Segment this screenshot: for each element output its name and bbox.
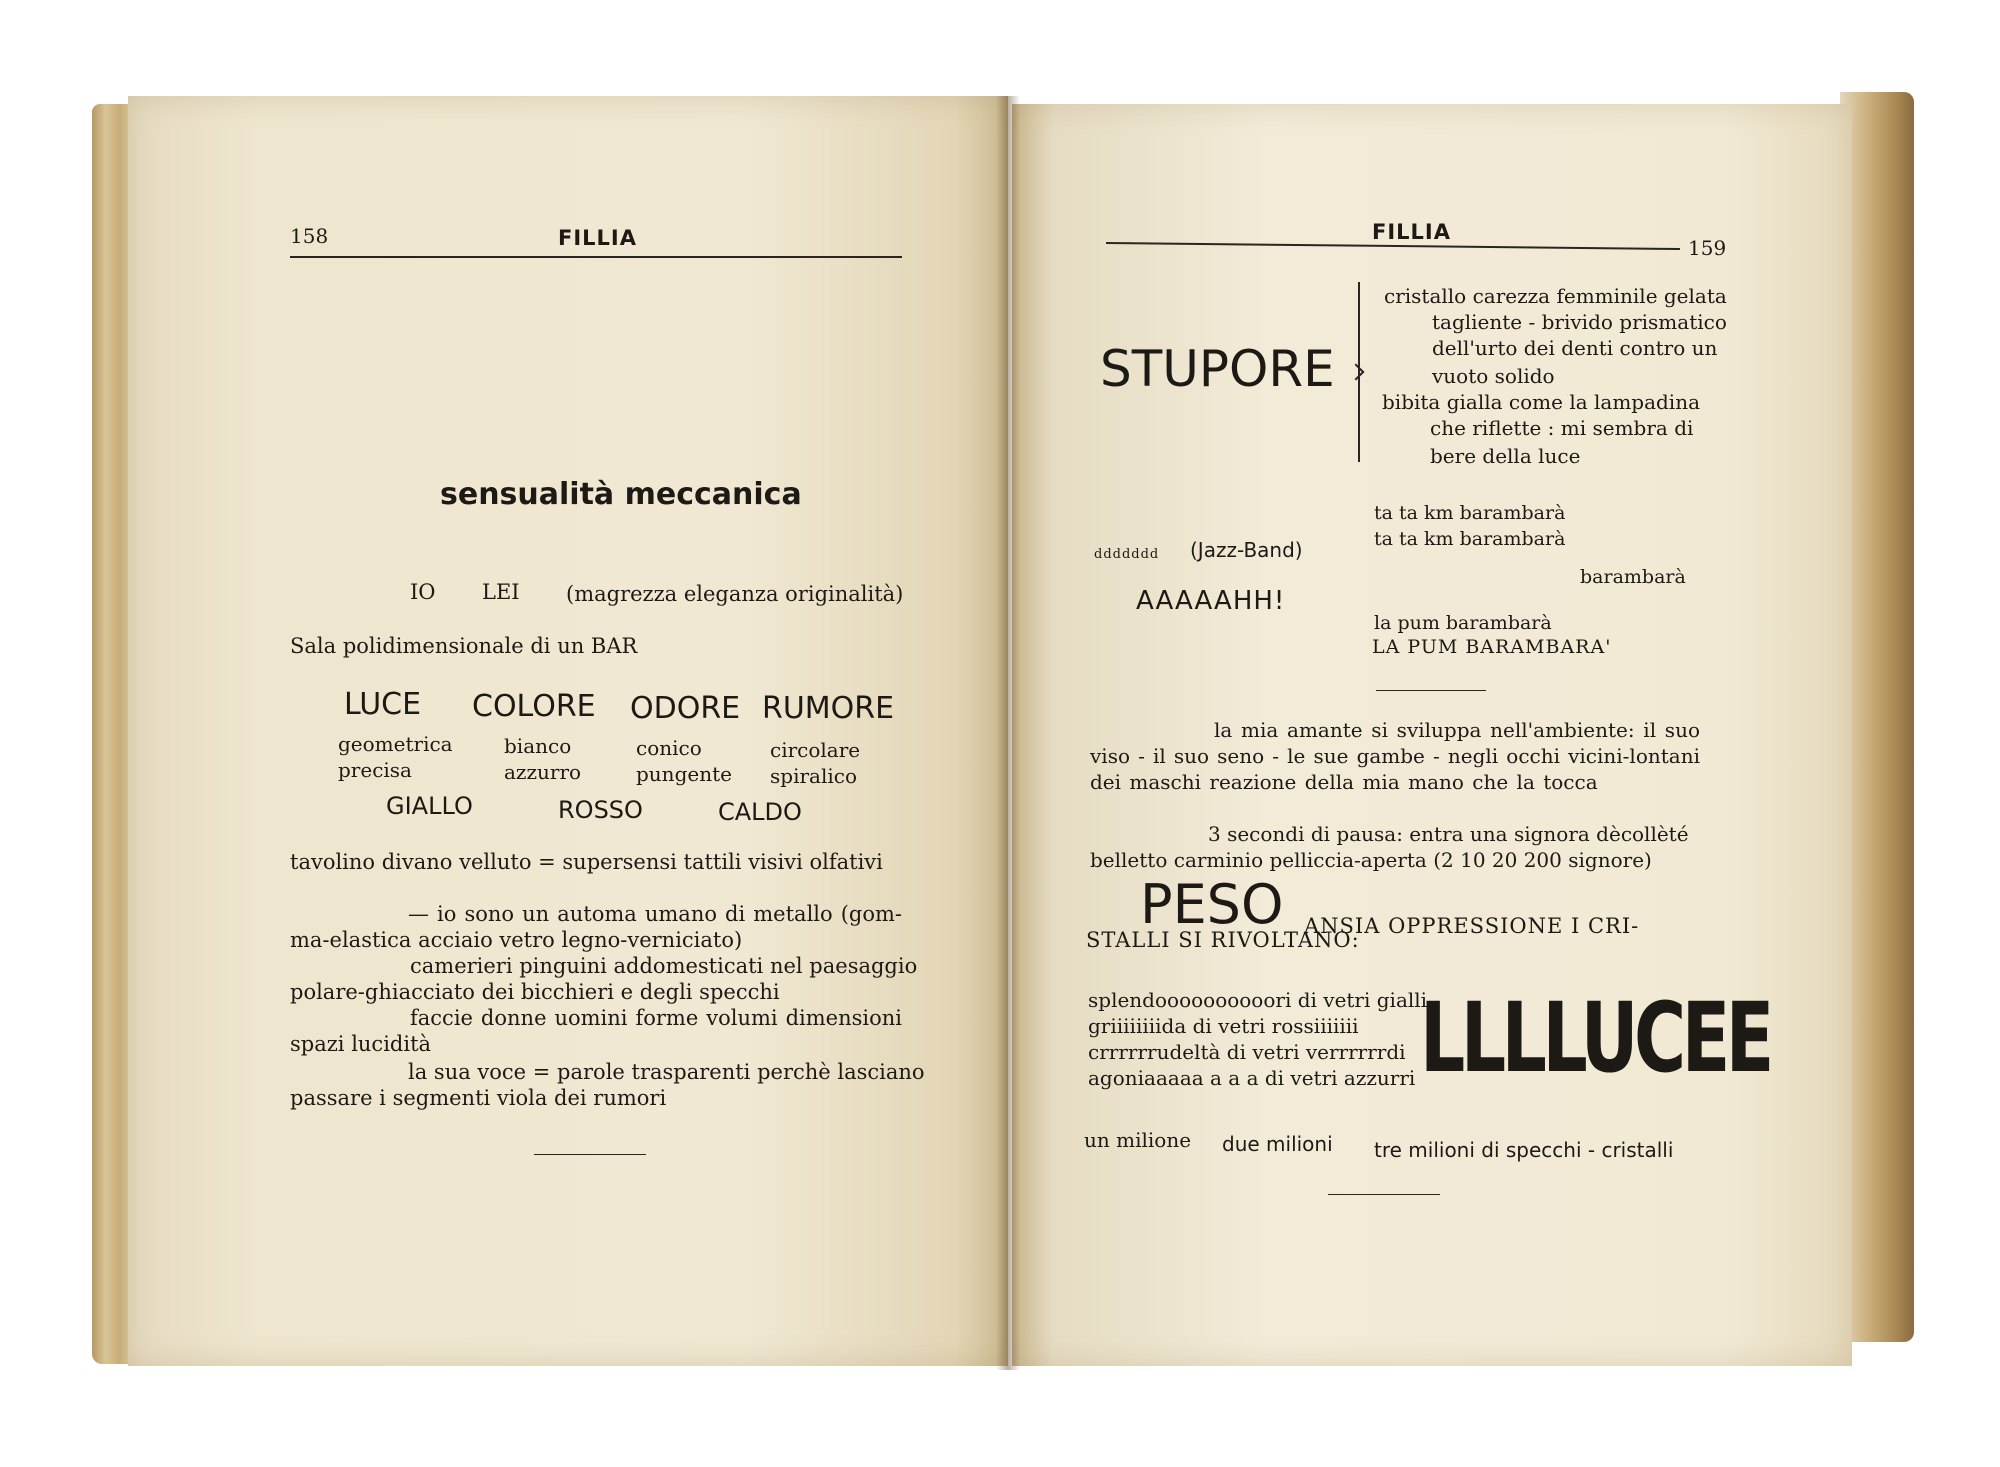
io-word: IO xyxy=(410,580,436,604)
aaah-word: AAAAAHH! xyxy=(1136,586,1286,616)
jazz-band: (Jazz-Band) xyxy=(1190,538,1303,562)
vetri-line-2: griiiiiiiida di vetri rossiiiiiii xyxy=(1088,1014,1359,1038)
vetri-line-4: agoniaaaaa a a a di vetri azzurri xyxy=(1088,1066,1416,1090)
ta-line-4: la pum barambarà xyxy=(1374,612,1552,634)
vetri-line-1: splendoooooooooori di vetri gialli xyxy=(1088,988,1428,1012)
word-azzurro: azzurro xyxy=(504,760,582,784)
word-geometrica: geometrica xyxy=(338,732,453,756)
word-spiralico: spiralico xyxy=(770,764,857,788)
brace-line-3: dell'urto dei denti contro un xyxy=(1432,336,1718,360)
para-line-6: spazi lucidità xyxy=(290,1032,432,1056)
word-circolare: circolare xyxy=(770,738,861,762)
stalli-line: STALLI SI RIVOLTANO: xyxy=(1086,928,1360,952)
amante-line-1: la mia amante si sviluppa nell'ambiente: il suo xyxy=(1214,718,1700,742)
left-title: sensualità meccanica xyxy=(440,477,802,512)
left-page xyxy=(128,96,1008,1366)
left-page-number: 158 xyxy=(290,224,329,248)
brace-line-1: cristallo carezza femminile gelata xyxy=(1384,284,1727,308)
lllucee-word: LLLLUCEE xyxy=(1420,982,1770,1094)
ta-line-1: ta ta km barambarà xyxy=(1374,502,1566,524)
para-line-5: faccie donne uomini forme volumi dimensioni xyxy=(410,1006,902,1030)
amante-line-3: dei maschi reazione della mia mano che la tocca xyxy=(1090,770,1598,794)
peso-word: PESO xyxy=(1140,873,1284,936)
brace-line-7: bere della luce xyxy=(1430,444,1581,468)
ta-line-5: LA PUM BARAMBARA' xyxy=(1372,636,1612,658)
jazz-notes: ddddddd xyxy=(1094,547,1160,562)
ansia-line: ANSIA OPPRESSIONE I CRI- xyxy=(1304,914,1640,938)
para-line-4: polare-ghiacciato dei bicchieri e degli specchi xyxy=(290,980,780,1004)
right-mid-rule xyxy=(1376,690,1486,691)
para-line-3: camerieri pinguini addomesticati nel paesaggio xyxy=(410,954,918,978)
word-pungente: pungente xyxy=(636,762,732,786)
io-lei-parenthesis: (magrezza eleganza originalità) xyxy=(566,582,904,606)
stupore-word: STUPORE xyxy=(1100,340,1335,398)
right-end-rule xyxy=(1328,1194,1440,1195)
brace-line-5: bibita gialla come la lampadina xyxy=(1382,390,1701,414)
ta-line-3: barambarà xyxy=(1580,566,1686,588)
right-page-number: 159 xyxy=(1688,236,1727,260)
milioni-1: un milione xyxy=(1084,1128,1192,1152)
para-line-8: passare i segmenti viola dei rumori xyxy=(290,1086,667,1110)
para-line-7: la sua voce = parole trasparenti perchè lasciano xyxy=(408,1060,925,1084)
vetri-line-3: crrrrrrudeltà di vetri verrrrrrdi xyxy=(1088,1040,1406,1064)
amante-line-2: viso - il suo seno - le sue gambe - negli occhi vicini-lontani xyxy=(1090,744,1700,768)
tavolino-line: tavolino divano velluto = supersensi tattili visivi olfativi xyxy=(290,850,883,874)
left-running-head: FILLIA xyxy=(558,226,637,250)
milioni-2: due milioni xyxy=(1222,1132,1333,1156)
ta-line-2: ta ta km barambarà xyxy=(1374,528,1566,550)
heading-rumore: RUMORE xyxy=(762,691,895,726)
book-gutter xyxy=(996,96,1020,1370)
word-conico: conico xyxy=(636,736,702,760)
word-giallo: GIALLO xyxy=(386,792,473,820)
word-precisa: precisa xyxy=(338,758,412,782)
left-end-rule xyxy=(534,1154,646,1155)
brace-line-4: vuoto solido xyxy=(1432,364,1555,388)
para-line-1: — io sono un automa umano di metallo (gom- xyxy=(408,902,902,926)
para-line-2: ma-elastica acciaio vetro legno-verniciato) xyxy=(290,928,743,952)
word-bianco: bianco xyxy=(504,734,572,758)
milioni-3: tre milioni di specchi - cristalli xyxy=(1374,1138,1674,1162)
heading-luce: LUCE xyxy=(344,687,422,722)
heading-odore: ODORE xyxy=(630,691,741,726)
left-head-rule xyxy=(290,256,902,258)
brace-line-2: tagliente - brivido prismatico xyxy=(1432,310,1727,334)
brace-line-6: che riflette : mi sembra di xyxy=(1430,416,1694,440)
word-caldo: CALDO xyxy=(718,798,802,826)
heading-colore: COLORE xyxy=(472,689,596,724)
secondi-line-2: belletto carminio pelliccia-aperta (2 10 20 200 signore) xyxy=(1090,848,1652,872)
right-running-head: FILLIA xyxy=(1372,220,1451,244)
sala-line: Sala polidimensionale di un BAR xyxy=(290,634,638,658)
lei-word: LEI xyxy=(482,580,520,604)
secondi-line-1: 3 secondi di pausa: entra una signora dècollèté xyxy=(1208,822,1689,846)
word-rosso: ROSSO xyxy=(558,796,643,824)
